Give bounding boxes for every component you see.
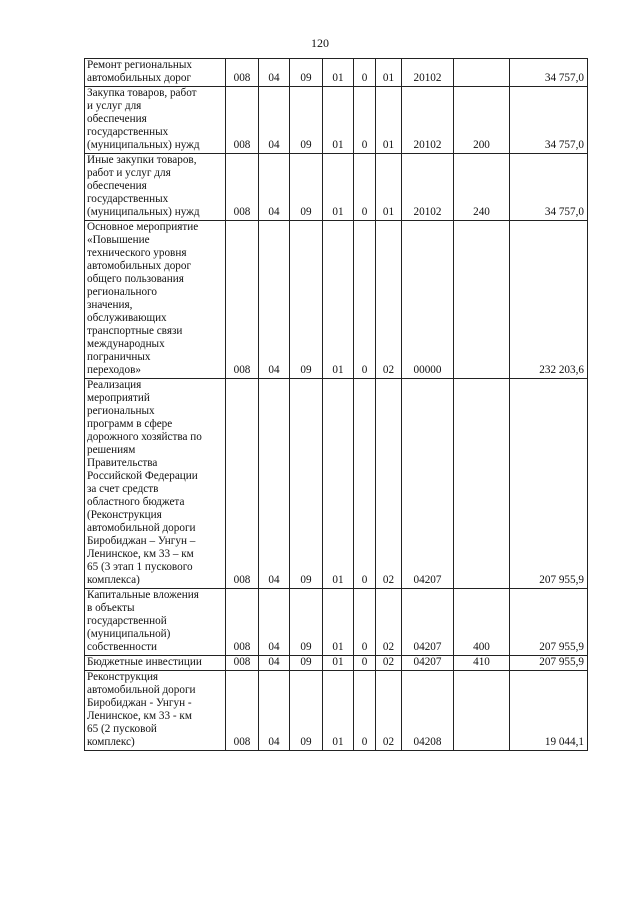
program-code: 01: [323, 589, 354, 656]
amount: 19 044,1: [510, 671, 588, 751]
grbs-code: 008: [226, 379, 259, 589]
subprogram-code: 0: [354, 589, 376, 656]
item-name-cell: [85, 154, 226, 221]
direction-code: 20102: [402, 87, 454, 154]
activity-code: 02: [376, 379, 402, 589]
subprogram-code: 0: [354, 671, 376, 751]
grbs-code: 008: [226, 656, 259, 671]
expense-type-code: [454, 379, 510, 589]
table-row: [85, 87, 588, 154]
item-name: Закупка товаров, работ и услуг для обеспечения государственных (муниципальных) нужд: [87, 87, 200, 151]
activity-code: 01: [376, 154, 402, 221]
item-name: Реализация мероприятий региональных программ в сфере дорожного хозяйства по решениям Правительства Российской Федерации за счет средств областного бюджета (Реконструкция автомобильной дороги Биробиджан – Унгун – Ленинское, км 33 – км 65 (3 этап 1 пускового комплекса): [87, 379, 202, 586]
section-code: 04: [259, 221, 290, 379]
expense-type-code: 400: [454, 589, 510, 656]
item-name-cell: [85, 589, 226, 656]
subsection-code: 09: [290, 671, 323, 751]
program-code: 01: [323, 671, 354, 751]
subprogram-code: 0: [354, 379, 376, 589]
item-name-cell: [85, 59, 226, 87]
direction-code: 04208: [402, 671, 454, 751]
activity-code: 01: [376, 59, 402, 87]
item-name-cell: [85, 671, 226, 751]
expense-type-code: 200: [454, 87, 510, 154]
item-name: Бюджетные инвестиции: [87, 656, 202, 668]
table-row: [85, 656, 588, 671]
section-code: 04: [259, 656, 290, 671]
subsection-code: 09: [290, 87, 323, 154]
subsection-code: 09: [290, 589, 323, 656]
subsection-code: 09: [290, 154, 323, 221]
subsection-code: 09: [290, 379, 323, 589]
grbs-code: 008: [226, 589, 259, 656]
table-row: [85, 379, 588, 589]
amount: 207 955,9: [510, 656, 588, 671]
program-code: 01: [323, 221, 354, 379]
budget-table: [84, 58, 588, 751]
item-name: Капитальные вложения в объекты государственной (муниципальной) собственности: [87, 589, 199, 653]
amount: 207 955,9: [510, 589, 588, 656]
section-code: 04: [259, 671, 290, 751]
expense-type-code: [454, 671, 510, 751]
subprogram-code: 0: [354, 656, 376, 671]
program-code: 01: [323, 656, 354, 671]
item-name: Иные закупки товаров, работ и услуг для обеспечения государственных (муниципальных) нужд: [87, 154, 200, 218]
subprogram-code: 0: [354, 154, 376, 221]
item-name-cell: [85, 221, 226, 379]
amount: 34 757,0: [510, 59, 588, 87]
amount: 232 203,6: [510, 221, 588, 379]
direction-code: 00000: [402, 221, 454, 379]
section-code: 04: [259, 59, 290, 87]
direction-code: 04207: [402, 379, 454, 589]
grbs-code: 008: [226, 221, 259, 379]
expense-type-code: [454, 221, 510, 379]
program-code: 01: [323, 59, 354, 87]
item-name-cell: [85, 379, 226, 589]
program-code: 01: [323, 379, 354, 589]
grbs-code: 008: [226, 154, 259, 221]
grbs-code: 008: [226, 671, 259, 751]
table-row: [85, 221, 588, 379]
table-row: [85, 154, 588, 221]
subprogram-code: 0: [354, 221, 376, 379]
section-code: 04: [259, 589, 290, 656]
table-row: [85, 671, 588, 751]
item-name: Ремонт региональных автомобильных дорог: [87, 59, 192, 84]
grbs-code: 008: [226, 87, 259, 154]
section-code: 04: [259, 379, 290, 589]
direction-code: 04207: [402, 656, 454, 671]
subprogram-code: 0: [354, 59, 376, 87]
item-name-cell: [85, 656, 226, 671]
activity-code: 01: [376, 87, 402, 154]
budget-table-body: [85, 59, 588, 751]
amount: 34 757,0: [510, 87, 588, 154]
item-name: Основное мероприятие «Повышение технического уровня автомобильных дорог общего пользования регионального значения, обслуживающих транспортные связи международных пограничных переходов»: [87, 221, 199, 376]
subsection-code: 09: [290, 656, 323, 671]
direction-code: 20102: [402, 154, 454, 221]
subsection-code: 09: [290, 221, 323, 379]
expense-type-code: 410: [454, 656, 510, 671]
program-code: 01: [323, 87, 354, 154]
program-code: 01: [323, 154, 354, 221]
table-row: [85, 59, 588, 87]
section-code: 04: [259, 87, 290, 154]
page-number: 120: [311, 36, 329, 50]
grbs-code: 008: [226, 59, 259, 87]
item-name-cell: [85, 87, 226, 154]
subsection-code: 09: [290, 59, 323, 87]
subprogram-code: 0: [354, 87, 376, 154]
expense-type-code: 240: [454, 154, 510, 221]
direction-code: 20102: [402, 59, 454, 87]
amount: 207 955,9: [510, 379, 588, 589]
table-row: [85, 589, 588, 656]
section-code: 04: [259, 154, 290, 221]
expense-type-code: [454, 59, 510, 87]
item-name: Реконструкция автомобильной дороги Биробиджан - Унгун - Ленинское, км 33 - км 65 (2 пусковой комплекс): [87, 671, 196, 748]
activity-code: 02: [376, 671, 402, 751]
activity-code: 02: [376, 656, 402, 671]
activity-code: 02: [376, 221, 402, 379]
activity-code: 02: [376, 589, 402, 656]
direction-code: 04207: [402, 589, 454, 656]
amount: 34 757,0: [510, 154, 588, 221]
